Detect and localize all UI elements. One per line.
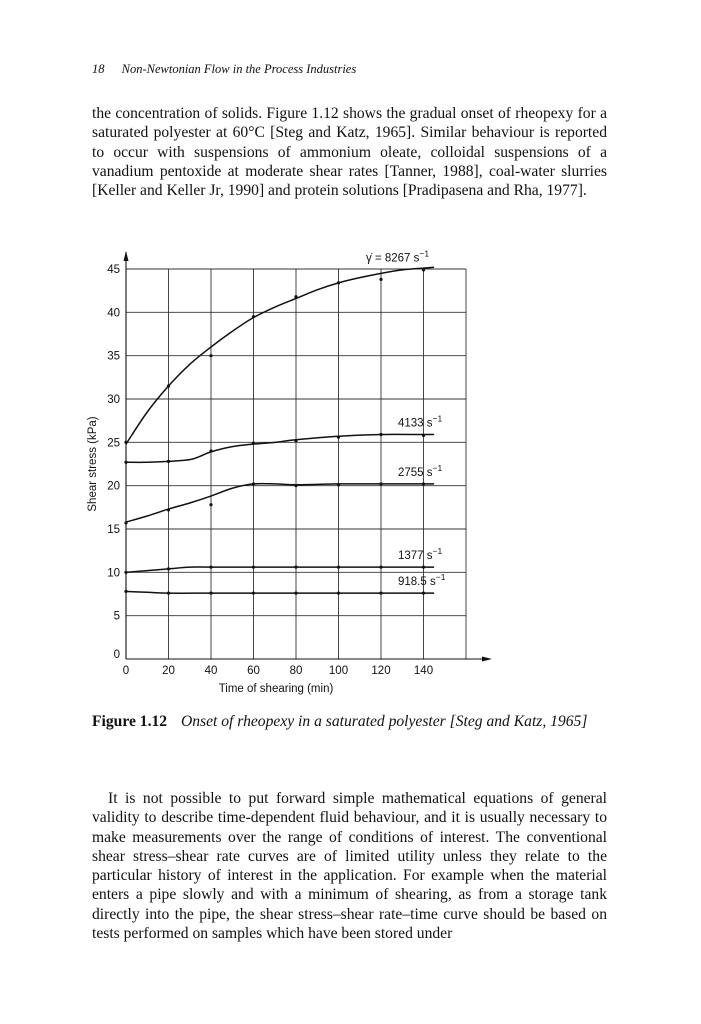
data-point-1377-20 <box>167 567 170 570</box>
data-point-4133-140 <box>422 434 425 437</box>
data-point-1377-80 <box>294 566 297 569</box>
data-point-2755-0 <box>124 521 127 524</box>
data-point-2755-80 <box>294 484 297 487</box>
data-point-1377-40 <box>209 566 212 569</box>
figure-1-12 <box>80 244 500 704</box>
data-point-4133-20 <box>167 460 170 463</box>
data-point-8267-20 <box>167 384 170 387</box>
x-tick-label-0: 0 <box>122 665 130 677</box>
data-point-918.5-140 <box>422 592 425 595</box>
x-tick-label-60: 60 <box>247 665 260 677</box>
figure-caption <box>92 712 607 731</box>
data-point-918.5-20 <box>167 592 170 595</box>
data-point-2755-40 <box>209 503 212 506</box>
y-tick-label-35: 35 <box>107 350 120 363</box>
caption-text: Onset of rheopexy in a saturated polyester [Steg and Katz, 1965] <box>180 713 588 730</box>
caption-label: Figure 1.12 <box>92 713 168 730</box>
y-tick-label-5: 5 <box>113 610 120 623</box>
running-header <box>92 62 612 77</box>
data-point-4133-40 <box>209 449 212 452</box>
rheopexy-chart <box>80 244 500 704</box>
body-paragraph-2: It is not possible to put forward simple mathematical equations of general validity to describe time-dependent fluid behaviour, and it is usually necessary to make measurements over the range of conditions of interest. The conventional shear stress–shear rate curves are of limited utility unless they relate to the particular history of interest in the application. For example when the material enters a pipe slowly and with a minimum of shearing, as from a storage tank directly into the pipe, the shear stress–shear rate–time curve should be based on tests performed on samples which have been stored under <box>92 790 607 943</box>
x-axis-title: Time of shearing (min) <box>218 683 334 695</box>
data-point-1377-0 <box>124 571 127 574</box>
data-point-1377-60 <box>252 566 255 569</box>
series-label-918.5: 918.5 $s^{-1}$ <box>398 572 446 589</box>
data-point-1377-140 <box>422 566 425 569</box>
data-point-918.5-80 <box>294 592 297 595</box>
y-tick-label-45: 45 <box>107 264 120 276</box>
data-point-918.5-100 <box>337 592 340 595</box>
data-point-4133-80 <box>294 439 297 442</box>
data-point-2755-60 <box>252 482 255 485</box>
data-point-918.5-40 <box>209 592 212 595</box>
book-title: Non-Newtonian Flow in the Process Industries <box>121 62 357 76</box>
data-point-2755-100 <box>337 483 340 486</box>
data-point-4133-120 <box>379 433 382 436</box>
x-tick-label-140: 140 <box>413 665 434 677</box>
data-point-2755-120 <box>379 482 382 485</box>
x-tick-label-80: 80 <box>289 665 303 677</box>
x-tick-label-120: 120 <box>371 665 391 677</box>
data-point-8267-140 <box>422 268 425 271</box>
y-tick-label-0: 0 <box>113 649 120 661</box>
y-axis-arrow <box>124 251 129 261</box>
series-line-4133 <box>126 434 434 462</box>
data-point-8267-0 <box>124 441 127 444</box>
data-point-4133-0 <box>124 461 127 464</box>
y-axis-title: Shear stress (kPa) <box>87 416 99 512</box>
data-point-2755-140 <box>422 482 425 485</box>
x-tick-label-20: 20 <box>162 665 175 677</box>
data-point-1377-120 <box>379 566 382 569</box>
series-label-2755: 2755 $s^{-1}$ <box>398 462 443 479</box>
body-paragraph-1: the concentration of solids. Figure 1.12 shows the gradual onset of rheopexy for a saturated polyester at 60°C [Steg and Katz, 1965]. Similar behaviour is reported to occur with suspensions of ammonium oleate, colloidal suspensions of a vanadium pentoxide at moderate shear rates [Tanner, 1988], coal-water slurries [Keller and Keller Jr, 1990] and protein solutions [Pradipasena and Rha, 1977]. <box>92 105 607 200</box>
data-point-4133-100 <box>337 436 340 439</box>
y-tick-label-20: 20 <box>107 480 120 493</box>
series-line-918.5 <box>126 591 434 593</box>
x-axis-arrow <box>482 657 492 662</box>
page-number: 18 <box>92 62 105 76</box>
series-label-8267: γ̇ = 8267 $s^{-1}$ <box>366 248 430 265</box>
data-point-8267-80 <box>294 295 297 298</box>
data-point-8267-120 <box>379 278 382 281</box>
data-point-4133-60 <box>252 442 255 445</box>
y-tick-label-15: 15 <box>107 524 120 536</box>
x-tick-label-100: 100 <box>328 665 349 677</box>
y-tick-label-10: 10 <box>107 567 120 580</box>
x-tick-label-40: 40 <box>204 665 218 677</box>
data-point-918.5-60 <box>252 592 255 595</box>
data-point-1377-100 <box>337 566 340 569</box>
data-point-2755-20 <box>167 508 170 511</box>
data-point-918.5-0 <box>124 590 127 593</box>
series-line-1377 <box>126 567 434 572</box>
y-tick-label-40: 40 <box>107 307 120 320</box>
y-tick-label-30: 30 <box>107 394 120 406</box>
data-point-8267-40 <box>209 354 212 357</box>
series-label-4133: 4133 $s^{-1}$ <box>398 413 443 430</box>
series-label-1377: 1377 $s^{-1}$ <box>398 546 443 563</box>
data-point-8267-100 <box>337 281 340 284</box>
data-point-8267-60 <box>252 315 255 318</box>
data-point-918.5-120 <box>379 592 382 595</box>
series-line-2755 <box>126 484 434 522</box>
y-tick-label-25: 25 <box>107 437 120 450</box>
